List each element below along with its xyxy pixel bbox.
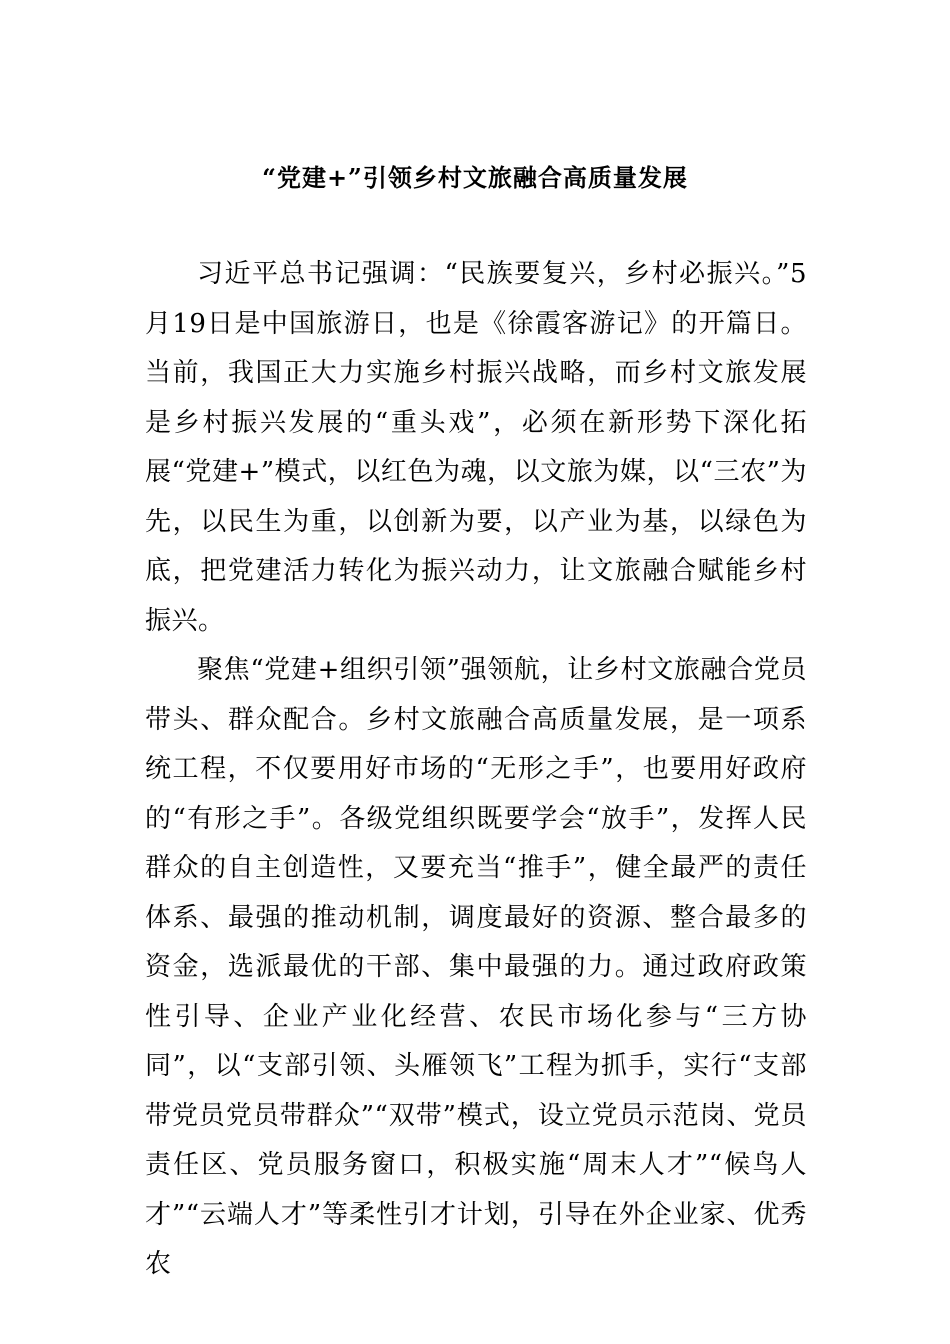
document-title: “党建+”引领乡村文旅融合高质量发展 — [262, 163, 688, 192]
document-body — [145, 250, 807, 1290]
paragraph-intro: 习近平总书记强调：“民族要复兴，乡村必振兴。”5月19日是中国旅游日，也是《徐霞客游记》的开篇日。当前，我国正大力实施乡村振兴战略，而乡村文旅发展是乡村振兴发展的“重头戏”，必须在新形势下深化拓展“党建+”模式，以红色为魂，以文旅为媒，以“三农”为先，以民生为重，以创新为要，以产业为基，以绿色为底，把党建活力转化为振兴动力，让文旅融合赋能乡村振兴。 — [145, 259, 807, 636]
paragraph-organization-leadership: 聚焦“党建+组织引领”强领航，让乡村文旅融合党员带头、群众配合。乡村文旅融合高质量发展，是一项系统工程，不仅要用好市场的“无形之手”，也要用好政府的“有形之手”。各级党组织既要学会“放手”，发挥人民群众的自主创造性，又要充当“推手”，健全最严的责任体系、最强的推动机制，调度最好的资源、整合最多的资金，选派最优的干部、集中最强的力。通过政府政策性引导、企业产业化经营、农民市场化参与“三方协同”，以“支部引领、头雁领飞”工程为抓手，实行“支部带党员党员带群众”“双带”模式，设立党员示范岗、党员责任区、党员服务窗口，积极实施“周末人才”“候鸟人才”“云端人才”等柔性引才计划，引导在外企业家、优秀农 — [145, 655, 807, 1279]
